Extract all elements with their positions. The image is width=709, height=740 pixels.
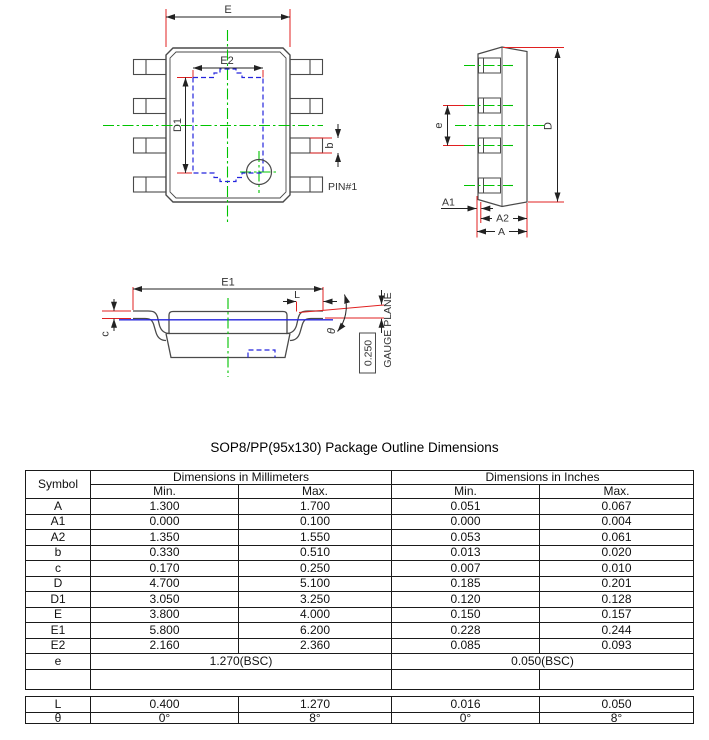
- cell-E2-in_max: 0.093: [540, 638, 694, 654]
- header-group-in: Dimensions in Inches: [392, 471, 694, 485]
- cell-A-in_min: 0.051: [392, 499, 540, 515]
- dim-A: [477, 225, 527, 238]
- dim-label-A: A: [497, 226, 506, 238]
- cell-L-mm_min: 0.400: [91, 697, 239, 713]
- cell-A1-in_max: 0.004: [540, 514, 694, 530]
- cell-b-in_max: 0.020: [540, 545, 694, 561]
- cell-c-in_max: 0.010: [540, 561, 694, 577]
- cell-L-in_min: 0.016: [392, 697, 540, 713]
- cell-D-in_max: 0.201: [540, 576, 694, 592]
- cell-c-mm_max: 0.250: [239, 561, 392, 577]
- cell-A2-mm_max: 1.550: [239, 530, 392, 546]
- dim-label-b: b: [324, 142, 336, 149]
- cell-D-in_min: 0.185: [392, 576, 540, 592]
- dim-label-E1: E1: [221, 276, 235, 289]
- header-in-min: Min.: [392, 485, 540, 499]
- cell-E1-mm_min: 5.800: [91, 623, 239, 639]
- cell-A2-mm_min: 1.350: [91, 530, 239, 546]
- theta-construction: [299, 290, 394, 373]
- cell-θ-mm_min: 0°: [91, 712, 239, 723]
- header-mm-min: Min.: [91, 485, 239, 499]
- cell-b-mm_min: 0.330: [91, 545, 239, 561]
- dimensions-table: [25, 470, 694, 690]
- table-row-b: [26, 545, 694, 561]
- cell-θ-mm_max: 8°: [239, 712, 392, 723]
- table-header-minmax: [26, 485, 694, 499]
- dim-L: [283, 289, 337, 312]
- dimensions-table-lower: [25, 696, 694, 724]
- header-mm-max: Max.: [239, 485, 392, 499]
- cell-A1-sym: A1: [26, 514, 91, 530]
- cell-c-mm_min: 0.170: [91, 561, 239, 577]
- cell-D-mm_min: 4.700: [91, 576, 239, 592]
- cell-D-sym: D: [26, 576, 91, 592]
- cell-c-sym: c: [26, 561, 91, 577]
- cell-E2-mm_min: 2.160: [91, 638, 239, 654]
- cell-b-in_min: 0.013: [392, 545, 540, 561]
- dim-label-E2: E2: [220, 55, 234, 67]
- cell-E-in_min: 0.150: [392, 607, 540, 623]
- cell-E-mm_max: 4.000: [239, 607, 392, 623]
- dim-c: [100, 299, 132, 337]
- table-row-c: [26, 561, 694, 577]
- cell-A2-sym: A2: [26, 530, 91, 546]
- cell-L-sym: L: [26, 697, 91, 713]
- table-header-groups: [26, 471, 694, 485]
- dim-label-c: c: [99, 331, 112, 337]
- cell-E1-in_max: 0.244: [540, 623, 694, 639]
- cell-E1-mm_max: 6.200: [239, 623, 392, 639]
- cell-E-sym: E: [26, 607, 91, 623]
- gauge-plane-label: GAUGE PLANE: [382, 292, 394, 368]
- cell-θ-in_min: 0°: [392, 712, 540, 723]
- cell-A2-in_max: 0.061: [540, 530, 694, 546]
- front-view: [100, 277, 395, 378]
- table-row-E2: [26, 638, 694, 654]
- cell-A2-in_min: 0.053: [392, 530, 540, 546]
- cell-b-sym: b: [26, 545, 91, 561]
- cell-θ-sym: θ: [26, 712, 91, 723]
- dim-label-E: E: [224, 4, 232, 16]
- cell-A1-mm_min: 0.000: [91, 514, 239, 530]
- cell-L-mm_max: 1.270: [239, 697, 392, 713]
- dim-label-L: L: [294, 289, 300, 301]
- cell-c-in_min: 0.007: [392, 561, 540, 577]
- cell-e-sym: e: [26, 654, 91, 670]
- cell-D1-mm_max: 3.250: [239, 592, 392, 608]
- header-in-max: Max.: [540, 485, 694, 499]
- table-row-D1: [26, 592, 694, 608]
- cell-b-mm_max: 0.510: [239, 545, 392, 561]
- cell-L-in_max: 0.050: [540, 697, 694, 713]
- cell-A-mm_max: 1.700: [239, 499, 392, 515]
- table-row-L: [26, 697, 694, 713]
- cell-D1-sym: D1: [26, 592, 91, 608]
- page-title: SOP8/PP(95x130) Package Outline Dimensions: [210, 440, 499, 455]
- cell-D1-in_min: 0.120: [392, 592, 540, 608]
- table-row-E: [26, 607, 694, 623]
- dim-label-e: e: [433, 122, 445, 129]
- table-row-A2: [26, 530, 694, 546]
- cell-A1-in_min: 0.000: [392, 514, 540, 530]
- table-row-e: [26, 654, 694, 670]
- table-row-D: [26, 576, 694, 592]
- cell-D1-mm_min: 3.050: [91, 592, 239, 608]
- dim-label-D1: D1: [172, 117, 184, 133]
- cell-A-in_max: 0.067: [540, 499, 694, 515]
- cell-A-sym: A: [26, 499, 91, 515]
- dim-label-A1: A1: [442, 196, 455, 209]
- cell-θ-in_max: 8°: [540, 712, 694, 723]
- top-view: [103, 4, 357, 222]
- cell-E2-in_min: 0.085: [392, 638, 540, 654]
- side-view: [433, 47, 564, 238]
- header-symbol: Symbol: [26, 471, 91, 499]
- dim-label-D: D: [542, 122, 555, 130]
- cell-E2-mm_max: 2.360: [239, 638, 392, 654]
- table-row-A: [26, 499, 694, 515]
- cell-E1-in_min: 0.228: [392, 623, 540, 639]
- cell-E1-sym: E1: [26, 623, 91, 639]
- table-row-A1: [26, 514, 694, 530]
- cell-E-mm_min: 3.800: [91, 607, 239, 623]
- cell-D1-in_max: 0.128: [540, 592, 694, 608]
- pin1-label: PIN#1: [328, 181, 358, 193]
- dim-label-A2: A2: [496, 212, 509, 225]
- table-row-E1: [26, 623, 694, 639]
- cell-D-mm_max: 5.100: [239, 576, 392, 592]
- cell-e-mm: 1.270(BSC): [91, 654, 392, 670]
- header-group-mm: Dimensions in Millimeters: [91, 471, 392, 485]
- bottom-pad-dashed-outline: [248, 350, 275, 358]
- dim-label-theta: θ: [326, 328, 338, 334]
- cell-A1-mm_max: 0.100: [239, 514, 392, 530]
- cell-E2-sym: E2: [26, 638, 91, 654]
- table-row-θ: [26, 712, 694, 723]
- cell-e-in: 0.050(BSC): [392, 654, 694, 670]
- table-row-empty: [26, 669, 694, 689]
- cell-E-in_max: 0.157: [540, 607, 694, 623]
- cell-A-mm_min: 1.300: [91, 499, 239, 515]
- gauge-offset-label: 0.250: [362, 339, 375, 367]
